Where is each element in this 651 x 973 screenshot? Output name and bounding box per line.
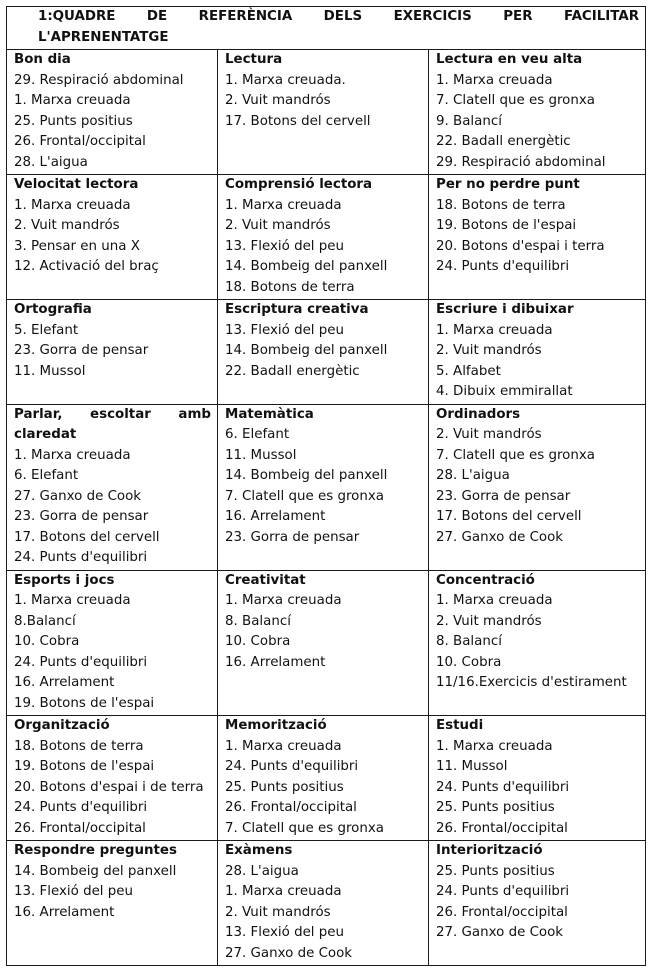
table-cell bbox=[218, 570, 429, 716]
exercise-item: 1. Marxa creuada bbox=[14, 593, 131, 608]
exercise-item: 7. Clatell que es gronxa bbox=[225, 820, 384, 836]
exercise-item: 26. Frontal/occipital bbox=[225, 800, 357, 815]
cell-heading: Ordinadors bbox=[436, 406, 521, 422]
exercise-item: 20. Botons d'espai i de terra bbox=[14, 779, 204, 795]
exercise-item: 18. Botons de terra bbox=[225, 279, 355, 295]
table-title-line-2: L'APRENENTATGE bbox=[38, 29, 169, 45]
exercise-item: 1. Marxa creuada bbox=[225, 593, 342, 608]
table-cell bbox=[218, 404, 429, 570]
table-row bbox=[7, 300, 646, 405]
cell-heading: Concentració bbox=[436, 572, 535, 588]
exercise-item: 10. Cobra bbox=[225, 634, 291, 649]
exercise-item: 16. Arrelament bbox=[225, 509, 326, 524]
exercise-item: 24. Punts d'equilibri bbox=[14, 800, 148, 815]
exercise-item: 5. Elefant bbox=[14, 322, 79, 338]
exercise-item: 1. Marxa creuada bbox=[436, 72, 553, 88]
cell-heading: Interiorització bbox=[436, 843, 543, 858]
exercise-item: 29. Respiració abdominal bbox=[436, 154, 606, 170]
exercise-item: 18. Botons de terra bbox=[14, 738, 144, 754]
table-row bbox=[7, 570, 646, 716]
exercise-item: 10. Cobra bbox=[436, 654, 502, 670]
cell-heading: Escriure i dibuixar bbox=[436, 302, 574, 317]
exercise-item: 24. Punts d'equilibri bbox=[436, 259, 570, 274]
table-row bbox=[7, 175, 646, 300]
exercise-item: 28. L'aigua bbox=[14, 154, 88, 170]
exercise-item: 13. Flexió del peu bbox=[225, 322, 345, 338]
cell-heading: Estudi bbox=[436, 718, 484, 733]
exercise-item: 13. Flexió del peu bbox=[225, 925, 345, 940]
exercise-item: 10. Cobra bbox=[14, 634, 80, 649]
cell-heading: Parlar, escoltar amb claredat bbox=[14, 406, 211, 442]
exercise-item: 1. Marxa creuada bbox=[14, 447, 131, 463]
table-cell bbox=[218, 716, 429, 841]
exercise-item: 2. Vuit mandrós bbox=[436, 343, 542, 358]
exercise-item: 3. Pensar en una X bbox=[14, 238, 140, 254]
exercise-item: 1. Marxa creuada bbox=[225, 884, 342, 899]
exercise-item: 5. Alfabet bbox=[436, 363, 501, 379]
reference-table-body bbox=[7, 7, 646, 966]
exercise-item: 13. Flexió del peu bbox=[14, 884, 134, 899]
exercise-item: 6. Elefant bbox=[14, 468, 79, 483]
table-row bbox=[7, 841, 646, 966]
exercise-item: 2. Vuit mandrós bbox=[225, 904, 331, 920]
table-cell bbox=[218, 841, 429, 966]
exercise-item: 19. Botons de l'espai bbox=[436, 218, 577, 233]
exercise-item: 23. Gorra de pensar bbox=[225, 529, 360, 545]
exercise-item: 24. Punts d'equilibri bbox=[14, 654, 148, 670]
exercise-item: 25. Punts positius bbox=[436, 800, 555, 815]
exercise-item: 27. Ganxo de Cook bbox=[14, 488, 142, 504]
exercise-item: 27. Ganxo de Cook bbox=[225, 945, 353, 961]
exercise-item: 25. Punts positius bbox=[14, 113, 133, 129]
exercise-item: 19. Botons de l'espai bbox=[14, 695, 155, 711]
exercise-item: 18. Botons de terra bbox=[436, 197, 566, 213]
cell-heading: Memorització bbox=[225, 718, 327, 733]
table-cell bbox=[7, 300, 218, 405]
table-title bbox=[7, 7, 646, 50]
exercise-item: 16. Arrelament bbox=[14, 675, 115, 690]
table-cell bbox=[429, 570, 646, 716]
exercise-item: 12. Activació del braç bbox=[14, 259, 159, 274]
exercise-item: 2. Vuit mandrós bbox=[225, 218, 331, 233]
exercise-item: 27. Ganxo de Cook bbox=[436, 925, 564, 940]
table-cell bbox=[7, 841, 218, 966]
table-title-line-1: 1:QUADRE DE REFERÈNCIA DELS EXERCICIS PER FACILITAR bbox=[38, 9, 640, 24]
exercise-item: 7. Clatell que es gronxa bbox=[225, 488, 384, 504]
table-cell bbox=[429, 175, 646, 300]
exercise-item: 23. Gorra de pensar bbox=[14, 343, 149, 358]
exercise-item: 17. Botons del cervell bbox=[225, 113, 371, 129]
exercise-item: 1. Marxa creuada bbox=[225, 738, 342, 754]
exercise-item: 28. L'aigua bbox=[225, 863, 299, 879]
exercise-item: 1. Marxa creuada bbox=[436, 322, 553, 338]
cell-heading: Creativitat bbox=[225, 572, 306, 588]
exercise-item: 2. Vuit mandrós bbox=[436, 613, 542, 629]
exercise-item: 24. Punts d'equilibri bbox=[436, 779, 570, 795]
table-cell bbox=[7, 50, 218, 175]
exercise-item: 1. Marxa creuada bbox=[225, 197, 342, 213]
exercise-item: 2. Vuit mandrós bbox=[14, 218, 120, 233]
reference-table bbox=[6, 6, 646, 966]
exercise-item: 14. Bombeig del panxell bbox=[225, 468, 388, 483]
cell-heading: Esports i jocs bbox=[14, 572, 115, 588]
exercise-item: 11. Mussol bbox=[225, 447, 297, 463]
exercise-item: 11. Mussol bbox=[436, 759, 508, 774]
exercise-item: 6. Elefant bbox=[225, 427, 290, 442]
cell-heading: Per no perdre punt bbox=[436, 177, 580, 192]
exercise-item: 29. Respiració abdominal bbox=[14, 72, 184, 88]
cell-heading: Matemàtica bbox=[225, 406, 314, 422]
table-cell bbox=[7, 570, 218, 716]
table-row bbox=[7, 404, 646, 570]
exercise-item: 25. Punts positius bbox=[225, 779, 344, 795]
exercise-item: 19. Botons de l'espai bbox=[14, 759, 155, 774]
table-cell bbox=[429, 841, 646, 966]
exercise-item: 26. Frontal/occipital bbox=[14, 820, 146, 836]
exercise-item: 23. Gorra de pensar bbox=[14, 509, 149, 524]
table-row bbox=[7, 716, 646, 841]
cell-heading: Comprensió lectora bbox=[225, 177, 373, 192]
exercise-item: 7. Clatell que es gronxa bbox=[436, 93, 595, 108]
table-cell bbox=[429, 716, 646, 841]
exercise-item: 22. Badall energètic bbox=[436, 134, 571, 149]
exercise-item: 11/16.Exercicis d'estirament bbox=[436, 675, 627, 690]
exercise-item: 23. Gorra de pensar bbox=[436, 488, 571, 504]
exercise-item: 16. Arrelament bbox=[225, 654, 326, 670]
exercise-item: 7. Clatell que es gronxa bbox=[436, 447, 595, 463]
table-cell bbox=[7, 404, 218, 570]
cell-heading: Escriptura creativa bbox=[225, 302, 369, 317]
exercise-item: 1. Marxa creuada bbox=[14, 93, 131, 108]
exercise-item: 14. Bombeig del panxell bbox=[14, 863, 177, 879]
title-row bbox=[7, 7, 646, 50]
exercise-item: 14. Bombeig del panxell bbox=[225, 259, 388, 274]
table-cell bbox=[429, 300, 646, 405]
table-cell bbox=[7, 716, 218, 841]
exercise-item: 1. Marxa creuada. bbox=[225, 72, 346, 88]
exercise-item: 25. Punts positius bbox=[436, 863, 555, 879]
table-row bbox=[7, 50, 646, 175]
table-cell bbox=[218, 300, 429, 405]
exercise-item: 20. Botons d'espai i terra bbox=[436, 238, 605, 254]
cell-heading: Ortografia bbox=[14, 302, 92, 317]
table-cell bbox=[7, 175, 218, 300]
exercise-item: 22. Badall energètic bbox=[225, 363, 360, 379]
exercise-item: 17. Botons del cervell bbox=[14, 529, 160, 545]
cell-heading: Lectura en veu alta bbox=[436, 52, 583, 67]
exercise-item: 26. Frontal/occipital bbox=[436, 820, 568, 836]
cell-heading: Bon dia bbox=[14, 52, 71, 67]
cell-heading: Lectura bbox=[225, 52, 283, 67]
exercise-item: 2. Vuit mandrós bbox=[436, 427, 542, 442]
exercise-item: 13. Flexió del peu bbox=[225, 238, 345, 254]
exercise-item: 9. Balancí bbox=[436, 113, 502, 129]
cell-heading: Organització bbox=[14, 718, 110, 733]
exercise-item: 28. L'aigua bbox=[436, 468, 510, 483]
exercise-item: 1. Marxa creuada bbox=[436, 738, 553, 754]
exercise-item: 26. Frontal/occipital bbox=[436, 904, 568, 920]
table-cell bbox=[429, 50, 646, 175]
exercise-item: 26. Frontal/occipital bbox=[14, 134, 146, 149]
table-cell bbox=[218, 175, 429, 300]
exercise-item: 24. Punts d'equilibri bbox=[225, 759, 359, 774]
exercise-item: 8.Balancí bbox=[14, 613, 76, 629]
exercise-item: 16. Arrelament bbox=[14, 904, 115, 920]
exercise-item: 11. Mussol bbox=[14, 363, 86, 379]
exercise-item: 14. Bombeig del panxell bbox=[225, 343, 388, 358]
table-cell bbox=[218, 50, 429, 175]
table-cell bbox=[429, 404, 646, 570]
exercise-item: 8. Balancí bbox=[436, 634, 502, 649]
exercise-item: 2. Vuit mandrós bbox=[225, 93, 331, 108]
exercise-item: 1. Marxa creuada bbox=[14, 197, 131, 213]
exercise-item: 1. Marxa creuada bbox=[436, 593, 553, 608]
exercise-item: 17. Botons del cervell bbox=[436, 509, 582, 524]
exercise-item: 8. Balancí bbox=[225, 613, 291, 629]
exercise-item: 4. Dibuix emmirallat bbox=[436, 384, 573, 399]
exercise-item: 27. Ganxo de Cook bbox=[436, 529, 564, 545]
exercise-item: 24. Punts d'equilibri bbox=[14, 550, 148, 565]
cell-heading: Velocitat lectora bbox=[14, 177, 139, 192]
exercise-item: 24. Punts d'equilibri bbox=[436, 884, 570, 899]
cell-heading: Exàmens bbox=[225, 843, 293, 858]
cell-heading: Respondre preguntes bbox=[14, 843, 177, 858]
